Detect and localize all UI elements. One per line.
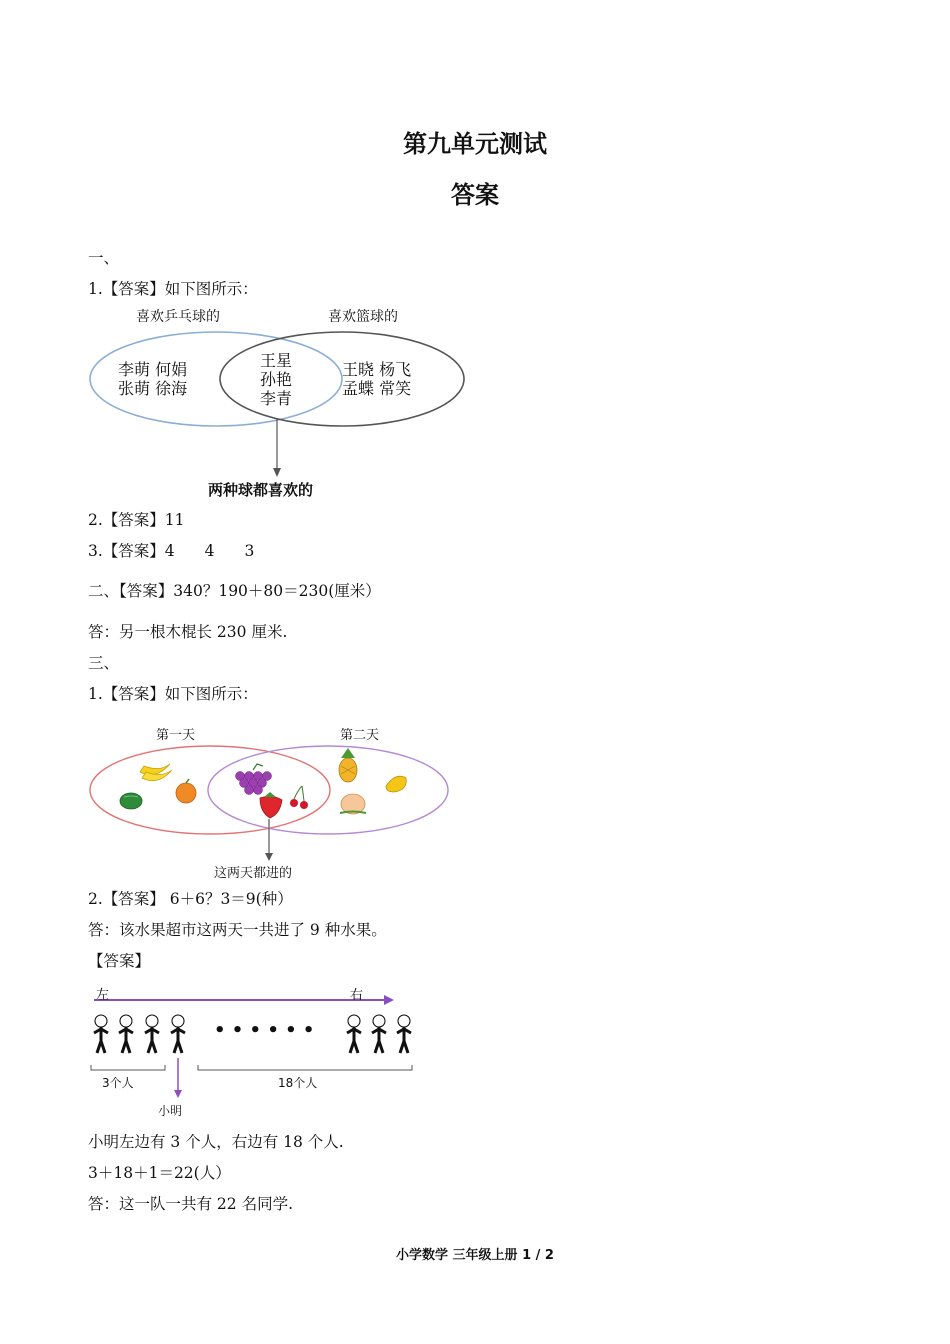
direction-arrow-head	[384, 995, 394, 1005]
q3-value-3: 3	[244, 542, 255, 560]
section1-heading: 一、	[88, 249, 120, 267]
q3-prefix: 3.【答案】	[88, 542, 165, 560]
section1-q2: 2.【答案】11	[88, 511, 185, 529]
venn-diagram-balls	[88, 300, 478, 505]
venn2-arrow-label: 这两天都进的	[214, 866, 293, 881]
peach-icon	[340, 794, 366, 814]
first-day-ellipse	[90, 746, 330, 834]
venn1-arrow-label: 两种球都喜欢的	[208, 481, 314, 499]
arrow-head	[273, 468, 281, 477]
left-count-label: 3个人	[102, 1076, 134, 1090]
section3-q2-reply: 答：该水果超市这两天一共进了 9 种水果。	[88, 921, 387, 939]
person-icon-xiaoming	[171, 1015, 185, 1053]
section3-calc: 3＋18＋1＝22(人）	[88, 1164, 231, 1182]
q3-value-2: 4	[204, 542, 215, 560]
left-direction-label: 左	[96, 988, 110, 1003]
section2-reply: 答：另一根木棍长 230 厘米.	[88, 623, 288, 641]
section3-q2: 2.【答案】 6＋6？3＝9(种）	[88, 890, 293, 908]
venn2-left-label: 第一天	[156, 728, 196, 743]
second-day-ellipse	[208, 746, 448, 834]
cherry-icon	[290, 786, 308, 809]
person-icon	[119, 1015, 133, 1053]
queue-shapes	[88, 980, 423, 1120]
section3-heading: 三、	[88, 654, 120, 672]
venn-diagram-fruits	[88, 720, 453, 880]
section3-q1: 1.【答案】如下图所示：	[88, 685, 258, 703]
venn1-left-name-1: 李萌 何娟	[118, 360, 188, 379]
page-subtitle: 答案	[451, 181, 499, 209]
venn1-left-label: 喜欢乒乓球的	[136, 309, 220, 325]
venn1-left-name-2: 张萌 徐海	[118, 379, 188, 398]
section1-q1: 1.【答案】如下图所示：	[88, 280, 258, 298]
arrow-head-2	[265, 853, 273, 861]
ellipsis-dots: • • • • • •	[214, 1020, 315, 1041]
venn-fruits-shapes	[88, 720, 453, 880]
q3-value-1: 4	[164, 542, 175, 560]
page-footer: 小学数学 三年级上册 1 / 2	[396, 1248, 554, 1263]
venn1-center-name-1: 王星	[260, 351, 293, 370]
section3-q3-label: 【答案】	[88, 952, 151, 970]
venn1-center-name-2: 孙艳	[260, 370, 293, 389]
venn1-right-name-1: 王晓 杨飞	[342, 360, 412, 379]
xiaoming-arrow-head	[174, 1090, 182, 1098]
right-bracket	[198, 1065, 412, 1070]
watermelon-icon	[120, 793, 142, 809]
person-icon	[397, 1015, 411, 1053]
pineapple-icon	[339, 748, 357, 782]
right-direction-label: 右	[350, 988, 364, 1003]
mango-icon	[386, 776, 406, 792]
venn1-right-label: 喜欢篮球的	[328, 309, 398, 325]
person-icon	[94, 1015, 108, 1053]
grapes-icon	[236, 764, 272, 795]
orange-icon	[176, 779, 196, 803]
right-count-label: 18个人	[278, 1076, 318, 1090]
section3-explain: 小明左边有 3 个人，右边有 18 个人.	[88, 1133, 344, 1151]
xiaoming-label: 小明	[158, 1104, 183, 1118]
queue-figure	[88, 980, 423, 1120]
person-icon	[347, 1015, 361, 1053]
venn1-center-name-3: 李青	[260, 389, 293, 408]
page-title: 第九单元测试	[403, 130, 547, 158]
left-bracket	[91, 1065, 165, 1070]
banana-icon	[140, 764, 172, 781]
person-icon	[145, 1015, 159, 1053]
section2-answer: 二、【答案】340？190＋80＝230(厘米）	[88, 582, 381, 600]
strawberry-icon	[260, 792, 282, 818]
person-icon	[372, 1015, 386, 1053]
venn1-right-name-2: 孟蝶 常笑	[342, 379, 412, 398]
venn2-right-label: 第二天	[340, 728, 380, 743]
section1-q3	[88, 539, 254, 561]
section3-reply: 答：这一队一共有 22 名同学.	[88, 1195, 294, 1213]
